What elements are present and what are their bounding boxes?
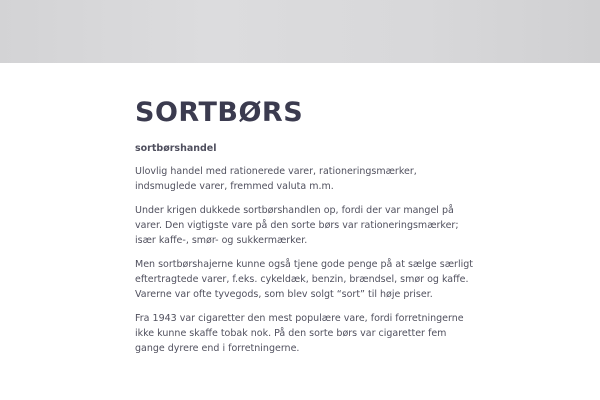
paragraph-2: Under krigen dukkede sortbørshandlen op, fordi der var mangel på varer. Den vigtigste vare på den sorte børs var rationeringsmærker; især kaffe-, smør- og sukkermærker. <box>135 205 459 246</box>
page-title: SORTBØRS <box>135 97 304 128</box>
article-subtitle: sortbørshandel <box>135 143 217 154</box>
article <box>135 96 475 365</box>
paragraph-1: Ulovlig handel med rationerede varer, rationeringsmærker, indsmuglede varer, fremmed valuta m.m. <box>135 166 417 192</box>
header-banner <box>0 0 600 63</box>
paragraph-3: Men sortbørshajerne kunne også tjene gode penge på at sælge særligt eftertragtede varer, f.eks. cykeldæk, benzin, brændsel, smør og kaffe. Varerne var ofte tyvegods, som blev solgt “sort” til høje priser. <box>135 259 473 300</box>
paragraph-4: Fra 1943 var cigaretter den mest populære vare, fordi forretningerne ikke kunne skaffe tobak nok. På den sorte børs var cigaretter fem gange dyrere end i forretningerne. <box>135 313 464 354</box>
